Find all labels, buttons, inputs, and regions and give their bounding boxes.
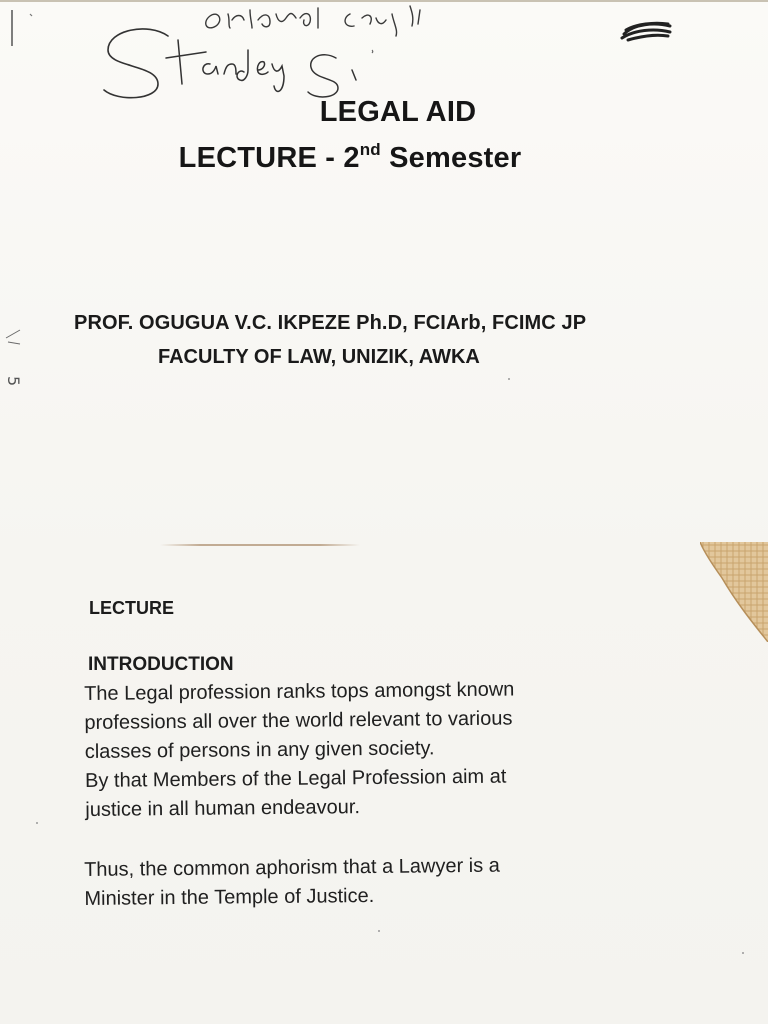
aphorism-paragraph [84,851,605,914]
introduction-paragraph [84,675,605,825]
scan-speck [378,930,380,932]
scan-speck [508,378,510,380]
ordinal-suffix: nd [359,140,381,159]
paragraph-line: By that Members of the Legal Profession aim at [84,765,507,792]
paragraph-line: Thus, the common aphorism that a Lawyer is a [84,854,500,881]
slide-divider [160,544,360,546]
page-title: LEGAL AID [319,96,477,128]
author-name: PROF. OGUGUA V.C. IKPEZE Ph.D, FCIArb, FCIMC JP [74,312,587,334]
margin-pencil-marks [0,310,40,410]
fabric-corner [700,542,768,642]
paragraph-line: Minister in the Temple of Justice. [84,884,375,910]
scan-speck [742,952,744,954]
page-subtitle: LECTURE - 2nd Semester [178,140,522,174]
paragraph-line: The Legal profession ranks tops amongst known [84,678,515,705]
ink-scribble [618,14,674,44]
introduction-heading: INTRODUCTION [88,654,234,675]
paragraph-line: classes of persons in any given society. [84,737,435,763]
scan-speck [36,822,38,824]
paragraph-line: justice in all human endeavour. [85,796,361,821]
paragraph-line: professions all over the world relevant to various [84,707,513,734]
faculty-name: FACULTY OF LAW, UNIZIK, AWKA [158,346,480,368]
margin-number: 5 [4,376,23,387]
section-heading: LECTURE [89,598,174,618]
